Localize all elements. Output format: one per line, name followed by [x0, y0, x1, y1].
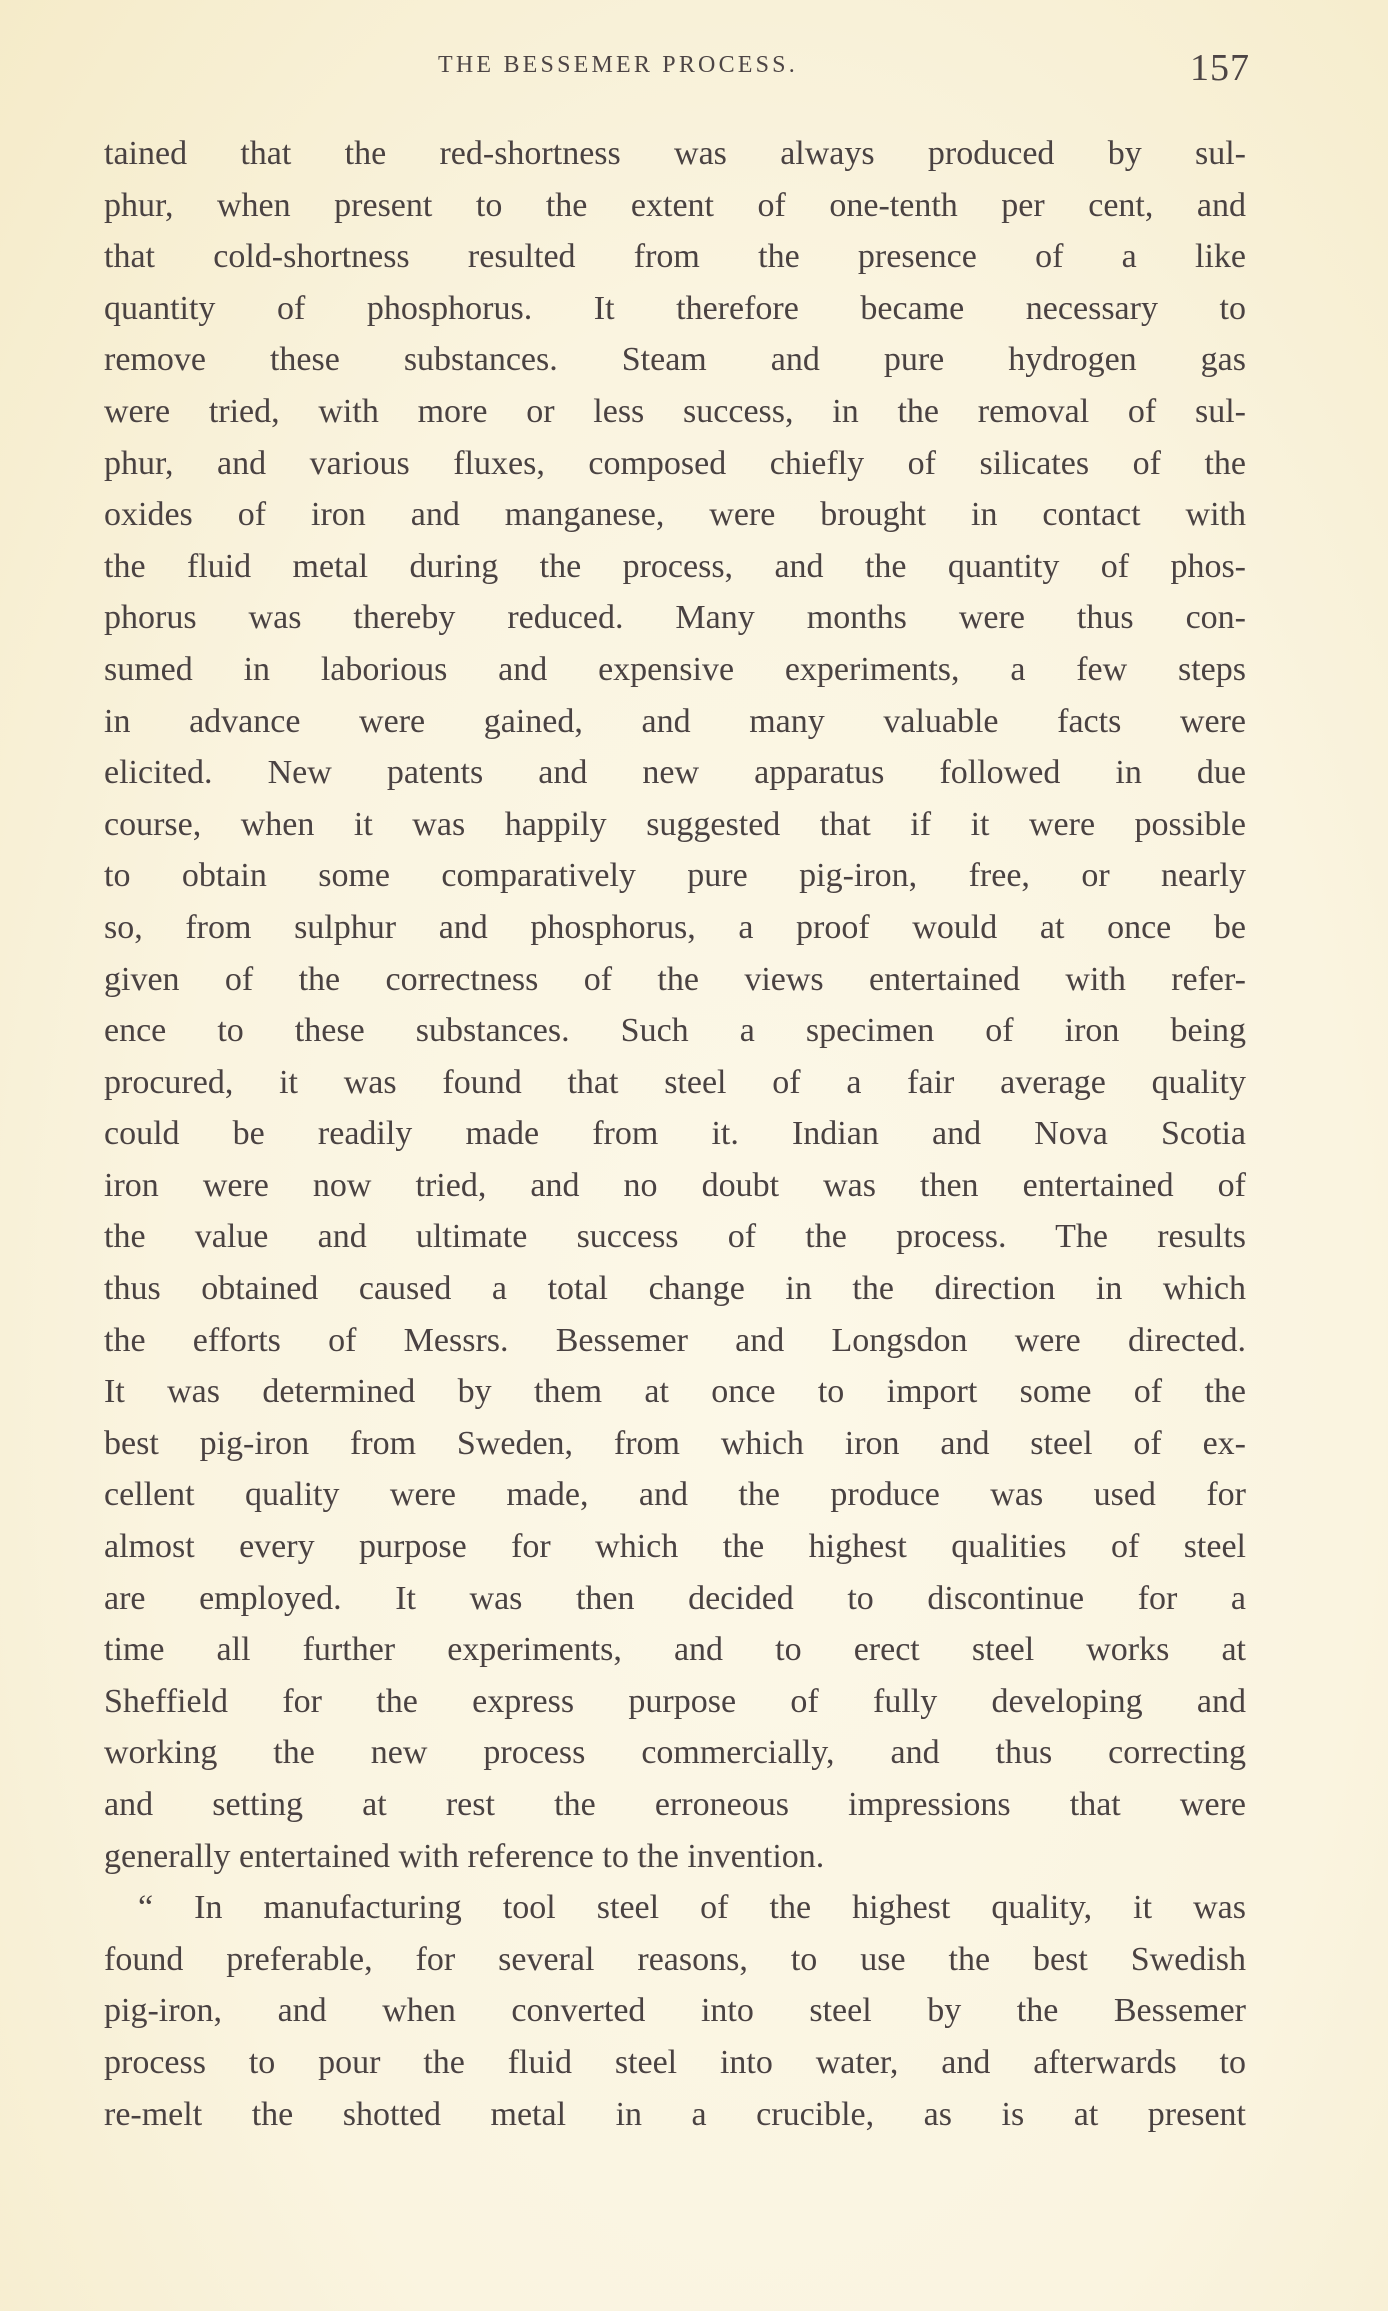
text-line: and setting at rest the erroneous impressions that were — [104, 1786, 1246, 1823]
text-line: phorus was thereby reduced. Many months were thus con- — [104, 599, 1246, 637]
text-line: the value and ultimate success of the process. The results — [104, 1218, 1246, 1256]
text-line: the efforts of Messrs. Bessemer and Longsdon were directed. — [104, 1321, 1246, 1359]
text-line: given of the correctness of the views entertained with refer- — [104, 960, 1246, 998]
running-head-title: THE BESSEMER PROCESS. — [438, 52, 798, 78]
page-number: 157 — [1190, 47, 1250, 89]
text-line: elicited. New patents and new apparatus followed in due — [104, 754, 1246, 792]
text-line: phur, and various fluxes, composed chiefly of silicates of the — [104, 444, 1246, 482]
text-line: re-melt the shotted metal in a crucible, as is at present — [104, 2095, 1246, 2133]
text-line: pig-iron, and when converted into steel by the Bessemer — [104, 1992, 1246, 2030]
text-line: procured, it was found that steel of a fair average quality — [104, 1063, 1246, 1101]
text-line: Sheffield for the express purpose of fully developing and — [104, 1682, 1246, 1720]
text-line: thus obtained caused a total change in the direction in which — [104, 1270, 1246, 1308]
paragraph-end-line: generally entertained with reference to the invention. — [104, 1837, 825, 1875]
text-line: best pig-iron from Sweden, from which iron and steel of ex- — [104, 1424, 1246, 1462]
text-line: working the new process commercially, and thus correcting — [104, 1734, 1246, 1772]
text-line: so, from sulphur and phosphorus, a proof would at once be — [104, 908, 1246, 946]
text-line: It was determined by them at once to import some of the — [104, 1373, 1246, 1411]
text-line: to obtain some comparatively pure pig-iron, free, or nearly — [104, 857, 1246, 895]
text-line: found preferable, for several reasons, to use the best Swedish — [104, 1940, 1246, 1978]
text-line: quantity of phosphorus. It therefore became necessary to — [104, 289, 1246, 327]
text-line: in advance were gained, and many valuable facts were — [104, 702, 1246, 740]
text-line: process to pour the fluid steel into water, and afterwards to — [104, 2043, 1246, 2081]
body-text — [104, 128, 1246, 2140]
text-line: oxides of iron and manganese, were brought in contact with — [104, 496, 1246, 534]
text-line: phur, when present to the extent of one-tenth per cent, and — [104, 186, 1246, 224]
text-line: sumed in laborious and expensive experiments, a few steps — [104, 650, 1246, 688]
text-line: the fluid metal during the process, and the quantity of phos- — [104, 547, 1246, 585]
text-line: could be readily made from it. Indian and Nova Scotia — [104, 1115, 1246, 1153]
text-line: iron were now tried, and no doubt was then entertained of — [104, 1166, 1246, 1204]
text-line: are employed. It was then decided to discontinue for a — [104, 1579, 1246, 1617]
text-line: ence to these substances. Such a specimen of iron being — [104, 1012, 1246, 1050]
text-line: cellent quality were made, and the produce was used for — [104, 1476, 1246, 1514]
text-line: that cold-shortness resulted from the presence of a like — [104, 238, 1246, 276]
text-line: were tried, with more or less success, in the removal of sul- — [104, 392, 1246, 430]
text-line: almost every purpose for which the highest qualities of steel — [104, 1528, 1246, 1566]
text-line: time all further experiments, and to erect steel works at — [104, 1631, 1246, 1669]
text-line: remove these substances. Steam and pure hydrogen gas — [104, 341, 1246, 379]
text-line: tained that the red-shortness was always produced by sul- — [104, 135, 1246, 172]
paragraph-start-line: “ In manufacturing tool steel of the highest quality, it was — [138, 1889, 1246, 1927]
text-line: course, when it was happily suggested that if it were possible — [104, 805, 1246, 843]
